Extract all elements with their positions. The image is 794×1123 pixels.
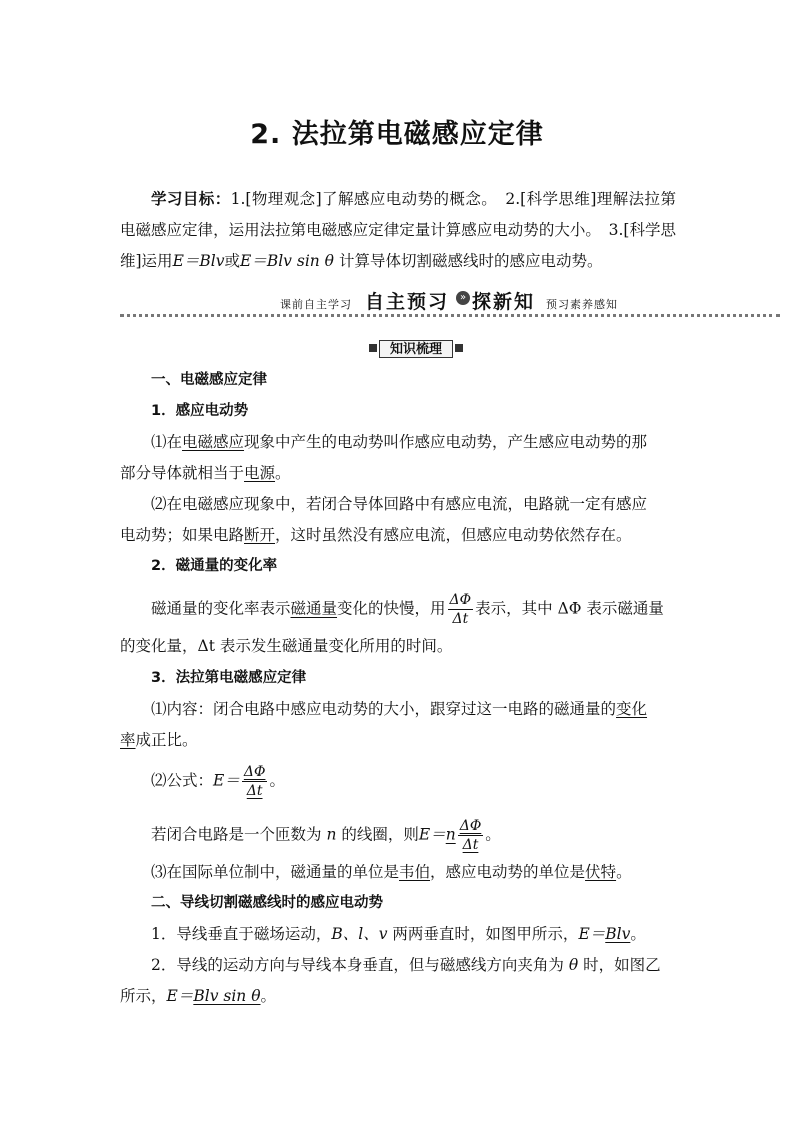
formula-e: E＝: [578, 925, 606, 943]
text: 。: [275, 464, 291, 482]
paragraph-1-line-1: [120, 432, 707, 452]
answer-underline: 率: [120, 731, 136, 749]
dotted-divider: [120, 314, 780, 317]
formula-line-n: [120, 817, 707, 854]
fraction-denominator: Δt: [246, 783, 263, 799]
fraction-denominator: Δt: [452, 611, 469, 627]
answer-underline: 电磁感应: [182, 433, 245, 451]
text: 部分导体就相当于: [120, 464, 245, 482]
text: ⑴内容：闭合电路中感应电动势的大小，跟穿过这一电路的磁通量的: [151, 700, 617, 718]
chevron-right-icon: »: [456, 291, 470, 305]
var-n: n: [326, 825, 337, 844]
answer-underline: Blv sin θ: [193, 987, 261, 1005]
section-banner: [120, 287, 780, 317]
banner-right-label: 预习素养感知: [546, 298, 618, 311]
banner-title-1: 自主预习: [365, 291, 450, 313]
subheading-faraday-law: 3．法拉第电磁感应定律: [151, 670, 307, 686]
text: 成正比。: [135, 731, 198, 749]
paragraph-3-line-1: [120, 591, 707, 628]
text: 。: [269, 771, 285, 790]
answer-underline: 伏特: [585, 863, 617, 881]
fraction-denominator: Δt: [462, 837, 479, 853]
paragraph-7: [120, 862, 707, 882]
text: ⑶在国际单位制中，磁通量的单位是: [151, 863, 400, 881]
fraction-delta-phi-over-delta-t: [458, 817, 484, 854]
paragraph-3-line-2: 的变化量，Δt 表示发生磁通量变化所用的时间。: [120, 637, 453, 655]
text: ，这时虽然没有感应电流，但感应电动势依然存在。: [275, 526, 632, 544]
text: 。: [260, 987, 277, 1005]
fraction-numerator: ΔΦ: [243, 764, 266, 780]
text: ，感应电动势的单位是: [430, 863, 586, 881]
answer-underline: 韦伯: [399, 863, 431, 881]
section-2-heading: 二、导线切割磁感线时的感应电动势: [151, 895, 383, 911]
text: 。: [616, 863, 632, 881]
formula-e: E＝: [166, 987, 194, 1005]
section-2-item-1: [120, 924, 707, 944]
text: 所示，: [120, 987, 167, 1005]
text: 磁通量的变化率表示: [151, 599, 291, 618]
var-theta: θ: [568, 956, 579, 974]
formula-e-blv: E＝Blv: [172, 252, 225, 270]
page-title: 2. 法拉第电磁感应定律: [250, 119, 544, 150]
fraction-numerator: ΔΦ: [449, 592, 472, 608]
paragraph-1-line-2: [120, 463, 676, 483]
goals-text: 1.[物理观念]了解感应电动势的概念。 2.[科学思维]理解法拉第电磁感应定律，运用法拉第电磁感应定律定量计算感应电动势的大小。 3.[科学思维]运用: [120, 190, 676, 270]
text: 。: [485, 825, 501, 844]
text: 1．导线垂直于磁场运动，: [151, 925, 332, 943]
goals-tail: 计算导体切割磁感线时的感应电动势。: [338, 252, 603, 270]
tag-left-square: [369, 344, 377, 352]
fraction-delta-phi-over-delta-t: [448, 591, 474, 628]
knowledge-tag: [369, 340, 463, 358]
fraction-numerator: ΔΦ: [459, 818, 482, 834]
text: ⑵公式：: [151, 771, 214, 790]
text: 两两垂直时，如图甲所示，: [392, 925, 579, 943]
banner-left-label: 课前自主学习: [280, 298, 352, 311]
fraction-delta-phi-over-delta-t: [242, 763, 268, 800]
formula-e-blv-sin: E＝Blv: [240, 252, 292, 270]
text: 时，如图乙: [583, 956, 661, 974]
answer-underline: 变化: [616, 700, 648, 718]
paragraph-2-line-1: ⑵在电磁感应现象中，若闭合导体回路中有感应电流，电路就一定有感应: [151, 495, 648, 513]
formula-e: E＝: [418, 825, 446, 844]
learning-goals: [120, 183, 676, 277]
var-n-underlined: n: [445, 825, 456, 844]
answer-underline: Blv: [605, 925, 631, 943]
formula-e: E＝: [213, 771, 240, 790]
tag-right-square: [455, 344, 463, 352]
text: 现象中产生的电动势叫作感应电动势，产生感应电动势的那: [244, 433, 648, 451]
paragraph-4-line-2: [120, 730, 676, 750]
answer-underline: 断开: [244, 526, 276, 544]
goals-label: 学习目标：: [151, 189, 231, 208]
answer-underline: 磁通量: [290, 599, 338, 618]
paragraph-4-line-1: [120, 699, 707, 719]
vars-b-l-v: B、l、v: [331, 925, 388, 943]
section-2-item-2-line-1: [120, 955, 707, 975]
text: ⑴在: [151, 433, 183, 451]
text: 的线圈，则: [341, 825, 419, 844]
text: 变化的快慢，用: [337, 599, 446, 618]
text: 电动势；如果电路: [120, 526, 245, 544]
section-2-item-2-line-2: [120, 986, 676, 1006]
text: 2．导线的运动方向与导线本身垂直，但与磁感线方向夹角为: [151, 956, 564, 974]
answer-underline: 电源: [244, 464, 276, 482]
section-1-heading: 一、电磁感应定律: [151, 372, 267, 388]
formula-line-e: [120, 763, 707, 800]
paragraph-2-line-2: [120, 525, 676, 545]
subheading-emf: 1．感应电动势: [151, 403, 249, 419]
banner-title-2: 探新知: [472, 291, 536, 313]
tag-label: 知识梳理: [379, 340, 453, 358]
text: 。: [630, 925, 646, 943]
formula-sin-theta: sin θ: [296, 252, 335, 270]
subheading-flux-rate: 2．磁通量的变化率: [151, 558, 278, 574]
goals-or: 或: [224, 252, 240, 270]
text: 若闭合电路是一个匝数为: [151, 825, 322, 844]
text: 表示，其中 ΔΦ 表示磁通量: [475, 599, 664, 618]
